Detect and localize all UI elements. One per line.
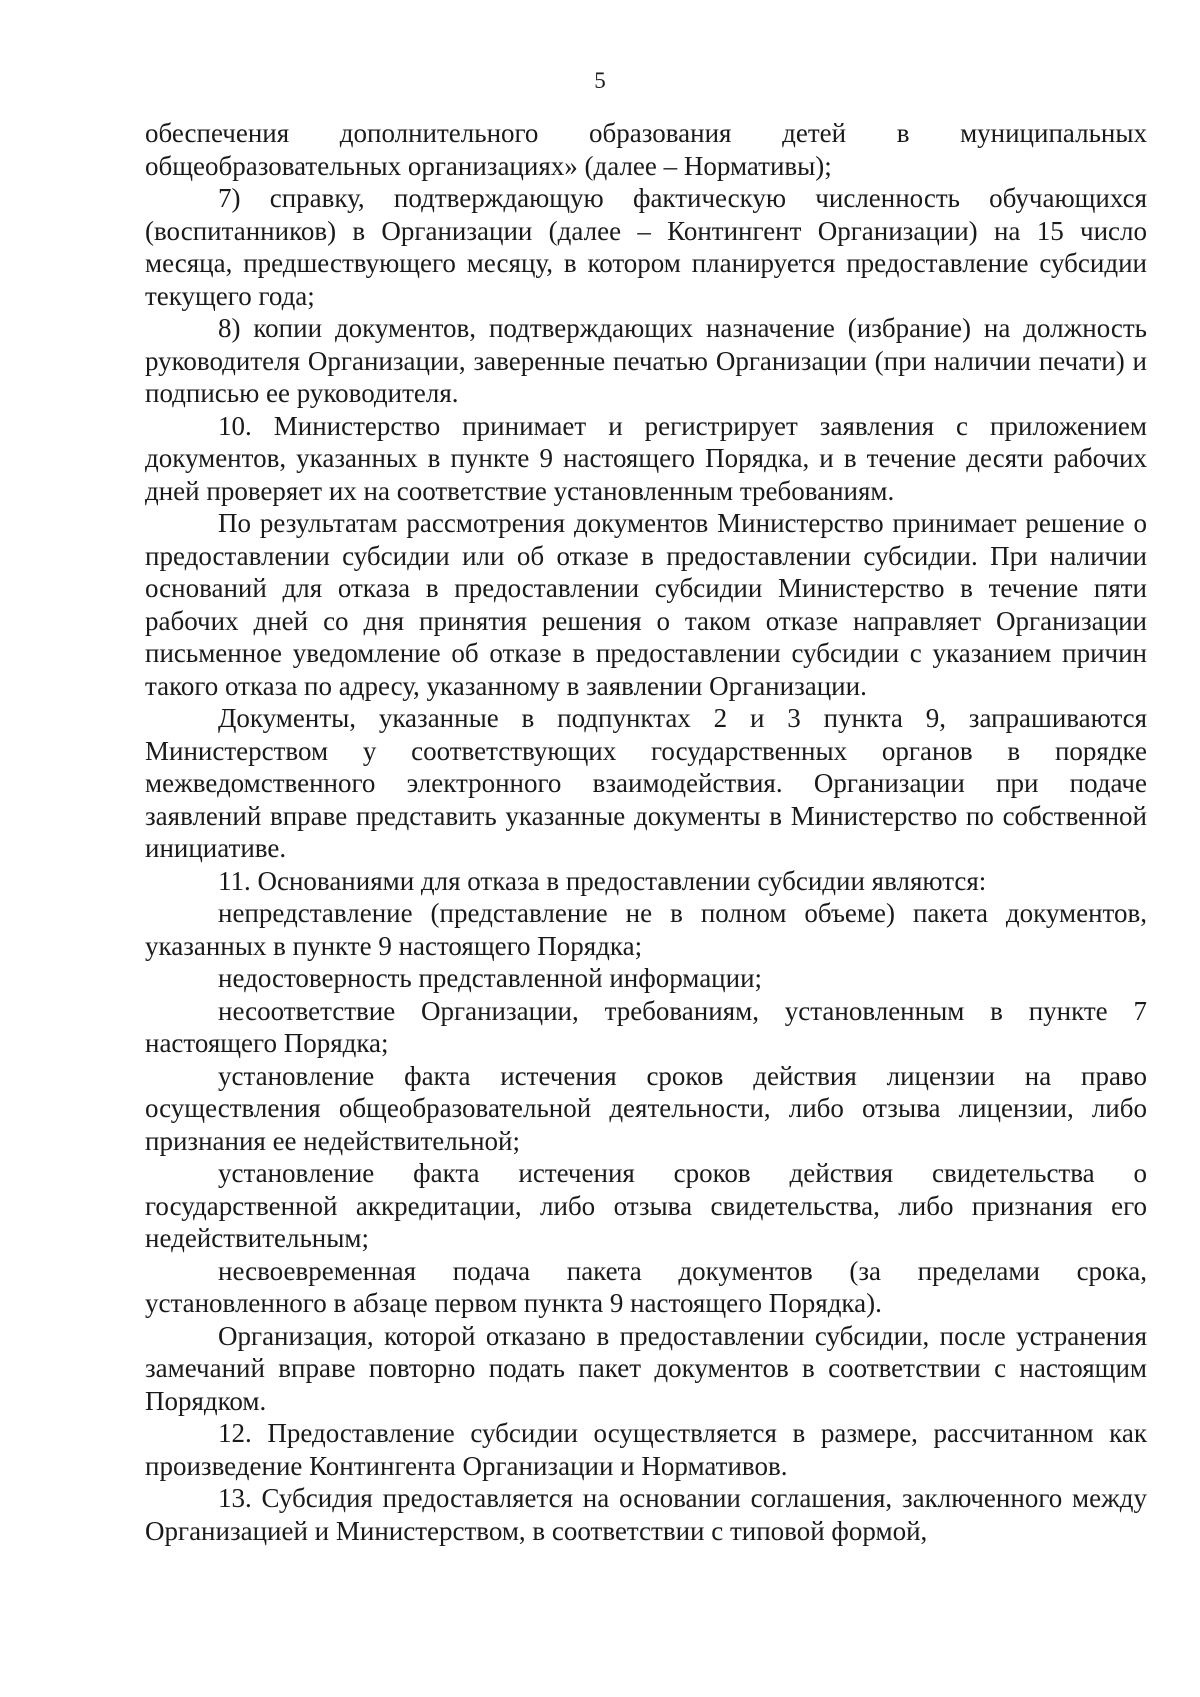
paragraph: 13. Субсидия предоставляется на основании соглашения, заключенного между Организацией и Министерством, в соответствии с типовой формой,: [145, 1483, 1147, 1546]
paragraph: 12. Предоставление субсидии осуществляется в размере, рассчитанном как произведение Контингента Организации и Нормативов.: [145, 1418, 1147, 1481]
paragraph: Документы, указанные в подпунктах 2 и 3 пункта 9, запрашиваются Министерством у соответствующих государственных органов в порядке межведомственного электронного взаимодействия. Организации при подаче заявлений вправе представить указанные документы в Министерство по собственной инициативе.: [145, 703, 1147, 863]
paragraph: 11. Основаниями для отказа в предоставлении субсидии являются:: [218, 865, 987, 896]
paragraph: несвоевременная подача пакета документов (за пределами срока, установленного в абзаце первом пункта 9 настоящего Порядка).: [145, 1255, 1147, 1318]
paragraph: 10. Министерство принимает и регистрирует заявления с приложением документов, указанных в пункте 9 настоящего Порядка, и в течение десяти рабочих дней проверяет их на соответствие установленным требованиям.: [145, 410, 1147, 506]
paragraph: 7) справку, подтверждающую фактическую численность обучающихся (воспитанников) в Организации (далее – Контингент Организации) на 15 число месяца, предшествующего месяцу, в котором планируется предоставление субсидии текущего года;: [145, 183, 1147, 311]
paragraph: обеспечения дополнительного образования детей в муниципальных общеобразовательных организациях» (далее – Нормативы);: [145, 118, 1147, 181]
page-number: 5: [594, 68, 606, 93]
paragraph: По результатам рассмотрения документов Министерство принимает решение о предоставлении субсидии или об отказе в предоставлении субсидии. При наличии оснований для отказа в предоставлении субсидии Министерство в течение пяти рабочих дней со дня принятия решения о таком отказе направляет Организации письменное уведомление об отказе в предоставлении субсидии с указанием причин такого отказа по адресу, указанному в заявлении Организации.: [145, 508, 1147, 701]
paragraph: установление факта истечения сроков действия лицензии на право осуществления общеобразовательной деятельности, либо отзыва лицензии, либо признания ее недействительной;: [145, 1060, 1147, 1156]
paragraph: 8) копии документов, подтверждающих назначение (избрание) на должность руководителя Организации, заверенные печатью Организации (при наличии печати) и подписью ее руководителя.: [145, 313, 1147, 408]
paragraph: недостоверность представленной информации;: [218, 963, 763, 993]
paragraph: несоответствие Организации, требованиям, установленным в пункте 7 настоящего Порядка;: [145, 995, 1147, 1058]
paragraph: установление факта истечения сроков действия свидетельства о государственной аккредитации, либо отзыва свидетельства, либо признания его недействительным;: [145, 1158, 1147, 1253]
paragraph: непредставление (представление не в полном объеме) пакета документов, указанных в пункте 9 настоящего Порядка;: [145, 898, 1147, 961]
paragraph: Организация, которой отказано в предоставлении субсидии, после устранения замечаний вправе повторно подать пакет документов в соответствии с настоящим Порядком.: [145, 1320, 1147, 1416]
document-body: [145, 117, 1147, 1547]
